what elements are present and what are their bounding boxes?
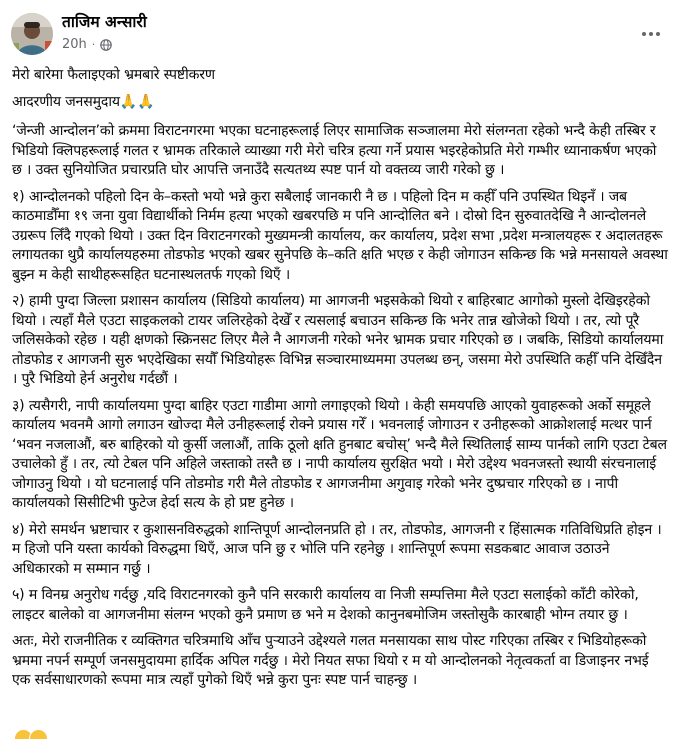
post-header xyxy=(0,0,679,58)
post-paragraph: १) आन्दोलनको पहिलो दिन के–कस्तो भयो भन्ने कुरा सबैलाई जानकारी नै छ । पहिलो दिन म कहीँ पनि उपस्थित थिइनँ । जब काठमाडौँमा १९ जना युवा विद्यार्थीको निर्मम हत्या भएको खबरपछि म पनि आन्दोलित बने । दोस्रो दिन सुरुवातदेखि नै आन्दोलनले उग्ररूप लिँदै गएको थियो । उक्त दिन विराटनगरको मुख्यमन्त्री कार्यालय, कर कार्यालय, प्रदेश सभा ,प्रदेश मन्त्रालयहरू र अदालतहरू लगायतका थुप्रै कार्यालयहरुमा तोडफोड भएको खबर सुनेपछि के–कति क्षति भएछ र केही जोगाउन सकिन्छ कि भन्ने मनसायले अवस्था बुझ्न म केही साथीहरूसहित घटनास्थलतर्फ गएको थिएँ । xyxy=(12,188,668,283)
post-paragraph: ५) म विनम्र अनुरोध गर्दछु ,यदि विराटनगरको कुनै पनि सरकारी कार्यालय वा निजी सम्पत्तिमा मैले एउटा सलाईको काँटी कोरेको, लाइटर बालेको वा आगजनीमा संलग्न भएको कुनै प्रमाण छ भने म देशको कानुनबमोजिम जस्तोसुकै कारबाही भोग्न तयार छु । xyxy=(12,587,639,623)
post-time[interactable]: 20h xyxy=(62,37,87,52)
post-greeting: आदरणीय जनसमुदाय🙏🙏 xyxy=(12,93,155,110)
post-paragraph: ‘जेन्जी आन्दोलन’को क्रममा विराटनगरमा भएका घटनाहरूलाई लिएर सामाजिक सञ्जालमा मेरो संलग्नता रहेको भन्दै केही तस्बिर र भिडियो क्लिपहरूलाई गलत र भ्रामक तरिकाले व्याख्या गरी मेरो चरित्र हत्या गर्ने प्रयास भइरहेकोप्रति मेरो गम्भीर ध्यानाकर्षण भएको छ । उक्त सुनियोजित प्रचारप्रति घोर आपत्ति जनाउँदै सत्यतथ्य स्पष्ट पार्न यो वक्तव्य जारी गरेको छु । xyxy=(12,123,657,178)
author-avatar[interactable] xyxy=(11,13,53,55)
post-meta xyxy=(62,37,112,52)
post-title-line: मेरो बारेमा फैलाइएको भ्रमबारे स्पष्टीकरण xyxy=(12,67,215,83)
more-options-icon[interactable] xyxy=(639,22,663,46)
post-paragraph: अतः, मेरो राजनीतिक र व्यक्तिगत चरित्रमाथि आँच पुर्‍याउने उद्देश्यले गलत मनसायका साथ पोस्ट गरिएका तस्बिर र भिडियोहरूको भ्रममा नपर्न सम्पूर्ण जनसमुदायमा हार्दिक अपिल गर्दछु । मेरो नियत सफा थियो र म यो आन्दोलनको नेतृत्वकर्ता वा डिजाइनर नभई एक सर्वसाधारणको रूपमा मात्र त्यहाँ पुगेको थिएँ भन्ने कुरा पुनः स्पष्ट पार्न चाहन्छु । xyxy=(12,633,649,688)
meta-separator: · xyxy=(91,38,96,51)
post-body xyxy=(12,66,668,698)
post-paragraph: २) हामी पुग्दा जिल्ला प्रशासन कार्यालय (सिडियो कार्यालय) मा आगजनी भइसकेको थियो र बाहिरबाट आगोको मुस्लो देखिइरहेको थियो । त्यहाँ मैले एउटा साइकलको टायर जलिरहेको देखेँ र त्यसलाई बचाउन सकिन्छ कि भनेर तान्न खोजेको थियो । तर, त्यो पूरै जलिसकेको रहेछ । यही क्षणको स्क्रिनसट लिएर मैले नै आगजनी गरेको भनेर भ्रामक प्रचार गरिएको छ । जबकि, सिडियो कार्यालयमा तोडफोड र आगजनी सुरु भएदेखिका सयौँ भिडियोहरू विभिन्न सञ्चारमाध्यममा उपलब्ध छन्, जसमा मेरो उपस्थिति कहीँ पनि देखिँदैन । पुरै भिडियो हेर्न अनुरोध गर्दछौं । xyxy=(12,293,664,387)
post-paragraph: ४) मेरो समर्थन भ्रष्टाचार र कुशासनविरुद्धको शान्तिपूर्ण आन्दोलनप्रति हो । तर, तोडफोड, आगजनी र हिंसात्मक गतिविधिप्रति होइन । म हिजो पनि यस्ता कार्यको विरुद्धमा थिएँ, आज पनि छु र भोलि पनि रहनेछु । शान्तिपूर्ण रूपमा सडकबाट आवाज उठाउने अधिकारको म सम्मान गर्छु । xyxy=(12,521,662,577)
globe-icon xyxy=(100,39,112,51)
post-paragraph: ३) त्यसैगरी, नापी कार्यालयमा पुग्दा बाहिर एउटा गाडीमा आगो लगाइएको थियो । केही समयपछि आएको युवाहरूको अर्को समूहले कार्यालय भवनमै आगो लगाउन खोज्दा मैले उनीहरूलाई रोक्ने प्रयास गरेँ । भवनलाई जोगाउन र उनीहरूको आक्रोशलाई मत्थर पार्न ‘भवन नजलाऔं, बरु बाहिरको यो कुर्सी जलाऔं, ताकि ठूलो क्षति हुनबाट बचोस्’ भन्दै मैले स्थितिलाई साम्य पार्नको लागि एउटा टेबल उचालेको हुँ । तर, त्यो टेबल पनि अहिले जस्ताको तस्तै छ । नापी कार्यालय सुरक्षित भयो । मेरो उद्देश्य भवनजस्तो स्थायी संरचनालाई जोगाउनु थियो । यो घटनालाई पनि तोडमोड गरी मैले तोडफोड र आगजनीमा अगुवाइ गरेको भनेर दुष्प्रचार गरिएको छ । नापी कार्यालयको सिसीटिभी फुटेज हेर्दा सत्य के हो प्रष्ट हुनेछ । xyxy=(12,397,667,511)
avatar-image xyxy=(11,13,53,55)
author-name[interactable]: ताजिम अन्सारी xyxy=(62,13,147,31)
